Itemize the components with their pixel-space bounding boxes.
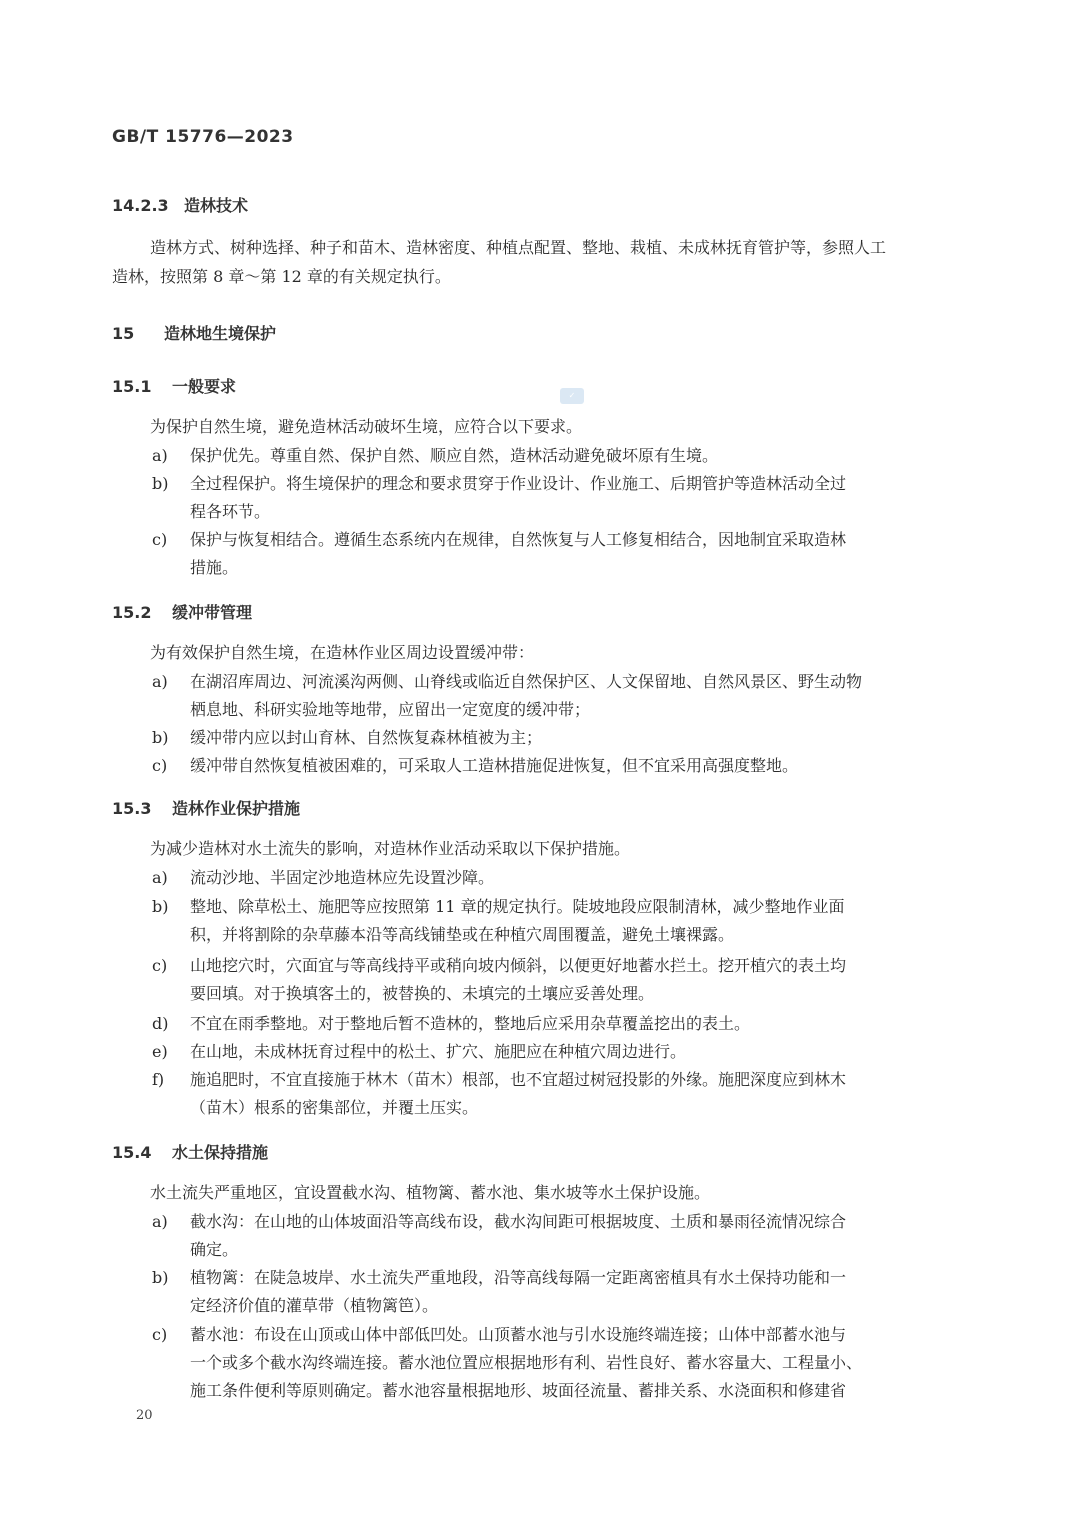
page-number: 20 [136,1408,153,1423]
list-marker: d) [152,1014,169,1033]
section-intro: 为有效保护自然生境，在造林作业区周边设置缓冲带： [150,643,535,662]
paragraph-line: 造林方式、树种选择、种子和苗木、造林密度、种植点配置、整地、栽植、未成林抚育管护等，参照人工 [150,238,887,257]
section-title: 造林地生境保护 [164,324,277,343]
list-item-text: （苗木）根系的密集部位，并覆土压实。 [190,1098,479,1117]
list-marker: a) [152,868,168,887]
list-item-text: 不宜在雨季整地。对于整地后暂不造林的，整地后应采用杂草覆盖挖出的表土。 [190,1014,751,1033]
paragraph-line: 造林，按照第 8 章～第 12 章的有关规定执行。 [112,267,451,286]
heading-15 [112,321,276,344]
section-title: 造林技术 [184,196,249,215]
list-marker: b) [152,728,169,747]
list-marker: e) [152,1042,168,1061]
list-item-text: 整地、除草松土、施肥等应按照第 11 章的规定执行。陡坡地段应限制清林，减少整地作业面 [190,897,845,916]
list-item-text: 缓冲带内应以封山育林、自然恢复森林植被为主； [190,728,543,747]
list-item-text: 山地挖穴时，穴面宜与等高线持平或稍向坡内倾斜，以便更好地蓄水拦土。挖开植穴的表土均 [190,956,847,975]
list-marker: c) [152,756,168,775]
heading-15-1 [112,374,236,397]
section-title: 造林作业保护措施 [172,799,301,818]
section-intro: 水土流失严重地区，宜设置截水沟、植物篱、蓄水池、集水坡等水土保护设施。 [150,1183,711,1202]
section-title: 一般要求 [172,377,237,396]
list-marker: a) [152,1212,168,1231]
section-number: 14.2.3 [112,196,169,215]
list-item-text: 确定。 [190,1240,239,1259]
section-title: 水土保持措施 [172,1143,269,1162]
list-marker: b) [152,897,169,916]
list-item-text: 要回填。对于换填客土的，被替换的、未填完的土壤应妥善处理。 [190,984,655,1003]
list-item-text: 积，并将割除的杂草藤本沿等高线铺垫或在种植穴周围覆盖，避免土壤裸露。 [190,925,735,944]
list-item-text: 措施。 [190,558,239,577]
list-item-text: 施追肥时，不宜直接施于林木（苗木）根部，也不宜超过树冠投影的外缘。施肥深度应到林木 [190,1070,847,1089]
section-number: 15 [112,324,135,343]
list-item-text: 流动沙地、半固定沙地造林应先设置沙障。 [190,868,495,887]
watermark-logo: ✓ [560,388,584,404]
list-item-text: 全过程保护。将生境保护的理念和要求贯穿于作业设计、作业施工、后期管护等造林活动全过 [190,474,847,493]
list-marker: c) [152,530,168,549]
document-code: GB/T 15776—2023 [112,127,294,147]
list-item-text: 栖息地、科研实验地等地带，应留出一定宽度的缓冲带； [190,700,591,719]
list-marker: c) [152,956,168,975]
list-item-text: 保护与恢复相结合。遵循生态系统内在规律，自然恢复与人工修复相结合，因地制宜采取造林 [190,530,847,549]
list-marker: b) [152,474,169,493]
section-title: 缓冲带管理 [172,603,253,622]
list-item-text: 截水沟：在山地的山体坡面沿等高线布设，截水沟间距可根据坡度、土质和暴雨径流情况综合 [190,1212,847,1231]
heading-14-2-3 [112,193,248,216]
list-marker: a) [152,672,168,691]
list-item-text: 缓冲带自然恢复植被困难的，可采取人工造林措施促进恢复，但不宜采用高强度整地。 [190,756,799,775]
list-item-text: 程各环节。 [190,502,271,521]
section-number: 15.1 [112,377,152,396]
section-intro: 为减少造林对水土流失的影响，对造林作业活动采取以下保护措施。 [150,839,631,858]
list-item-text: 定经济价值的灌草带（植物篱笆）。 [190,1296,439,1315]
section-number: 15.3 [112,799,152,818]
list-marker: b) [152,1268,169,1287]
list-marker: c) [152,1325,168,1344]
list-item-text: 植物篱：在陡急坡岸、水土流失严重地段，沿等高线每隔一定距离密植具有水土保持功能和一 [190,1268,847,1287]
list-item-text: 在湖沼库周边、河流溪沟两侧、山脊线或临近自然保护区、人文保留地、自然风景区、野生动物 [190,672,863,691]
heading-15-3 [112,796,300,819]
section-number: 15.2 [112,603,152,622]
section-number: 15.4 [112,1143,152,1162]
heading-15-2 [112,600,252,623]
list-item-text: 保护优先。尊重自然、保护自然、顺应自然，造林活动避免破坏原有生境。 [190,446,719,465]
list-item-text: 一个或多个截水沟终端连接。蓄水池位置应根据地形有利、岩性良好、蓄水容量大、工程量小、 [190,1353,863,1372]
list-item-text: 蓄水池：布设在山顶或山体中部低凹处。山顶蓄水池与引水设施终端连接；山体中部蓄水池与 [190,1325,847,1344]
list-marker: f) [152,1070,165,1089]
section-intro: 为保护自然生境，避免造林活动破坏生境，应符合以下要求。 [150,417,583,436]
heading-15-4 [112,1140,268,1163]
list-marker: a) [152,446,168,465]
list-item-text: 在山地，未成林抚育过程中的松土、扩穴、施肥应在种植穴周边进行。 [190,1042,687,1061]
list-item-text: 施工条件便利等原则确定。蓄水池容量根据地形、坡面径流量、蓄排关系、水浇面积和修建省 [190,1381,847,1400]
